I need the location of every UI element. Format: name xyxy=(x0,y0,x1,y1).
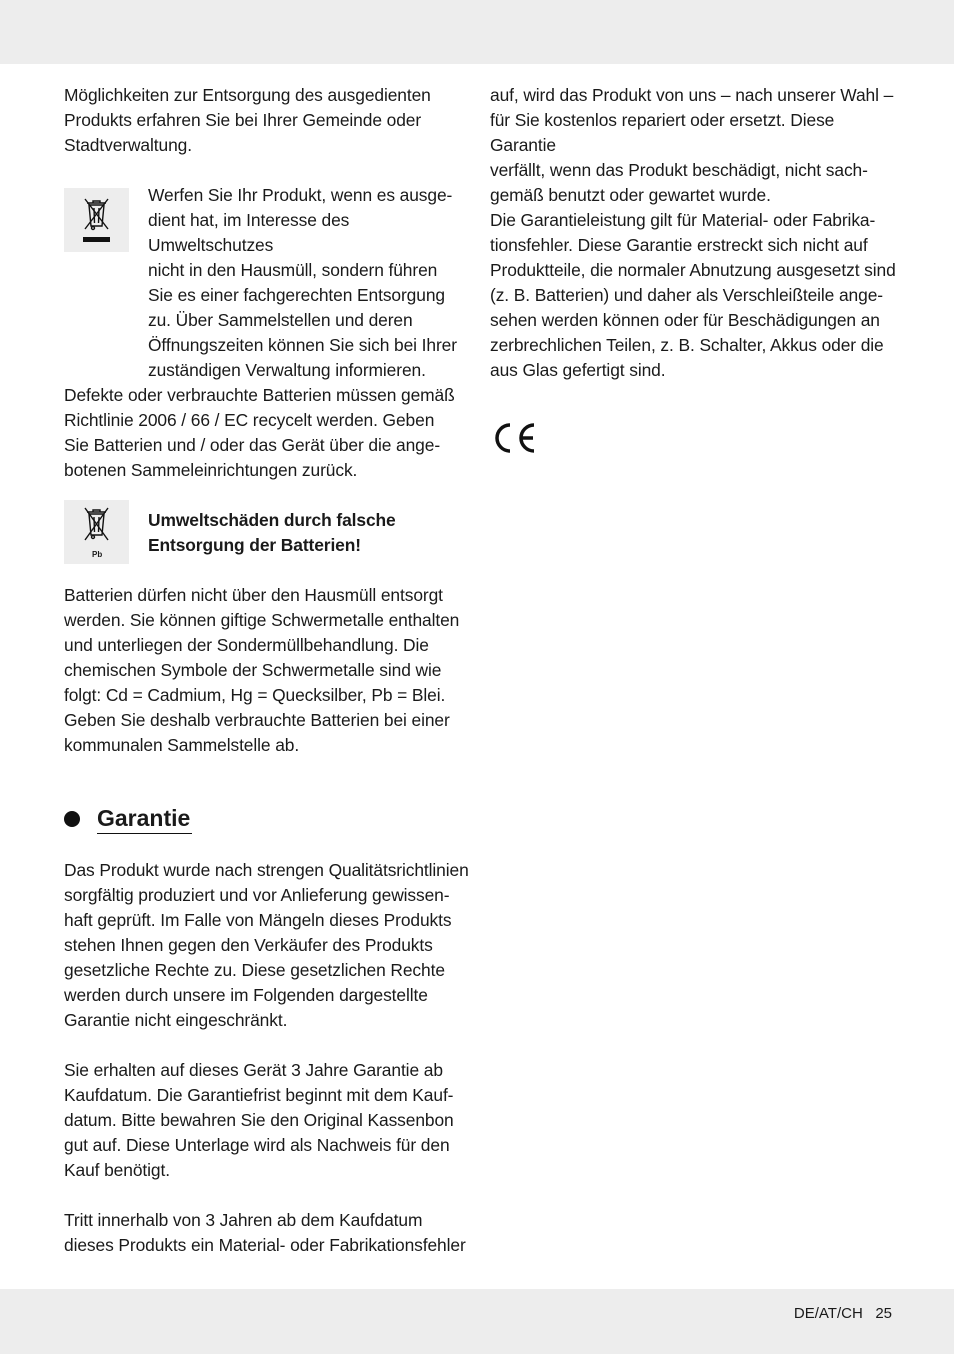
disposal-info-paragraph: Möglichkeiten zur Entsorgung des ausgedienten Produkts erfahren Sie bei Ihrer Gemeinde oder Stadtverwaltung. xyxy=(64,85,431,155)
page-number: 25 xyxy=(875,1305,892,1322)
heavy-metals-paragraph: Batterien dürfen nicht über den Hausmüll entsorgt werden. Sie können giftige Schwermetalle enthalten und unterliegen der Sondermüllbehandlung. Die chemischen Symbole der Schwermetalle sind wie folgt: Cd = Cadmium, Hg = Quecksilber, Pb = Blei. Geben Sie deshalb verbrauchte Batterien bei einer kommunalen Sammelstelle ab. xyxy=(64,585,460,755)
footer-region: DE/AT/CH xyxy=(793,1305,863,1322)
ce-mark-icon xyxy=(490,421,538,455)
warranty-paragraph-2: Sie erhalten auf dieses Gerät 3 Jahre Garantie ab Kaufdatum. Die Garantiefrist beginnt mit dem Kauf- datum. Bitte bewahren Sie den Original Kassenbon gut auf. Diese Unterlage wird als Nachweis für den Kauf benötigt. xyxy=(64,1060,454,1180)
section-heading xyxy=(64,803,204,835)
warranty-paragraph-1: Das Produkt wurde nach strengen Qualitätsrichtlinien sorgfältig produziert und vor Anlieferung gewissen- haft geprüft. Im Falle von Mängeln dieses Produkts stehen Ihnen gegen den Verkäufer des Produkts gesetzliche Rechte zu. Diese gesetzlichen Rechte werden durch unsere im Folgenden dargestellte Garantie nicht eingeschränkt. xyxy=(64,860,469,1030)
footer xyxy=(794,1305,892,1322)
battery-directive-paragraph: Defekte oder verbrauchte Batterien müssen gemäß Richtlinie 2006 / 66 / EC recycelt werden. Geben Sie Batterien und / oder das Gerät über die ange- botenen Sammeleinrichtungen zurück. xyxy=(64,385,455,480)
weee-disposal-text: Werfen Sie Ihr Produkt, wenn es ausge- dient hat, im Interesse des Umweltschutzes nicht in den Hausmüll, sondern führen Sie es einer fachgerechten Entsorgung zu. Über Sammelstellen und deren Öffnungszeiten können Sie sich bei Ihrer zuständigen Verwaltung informieren. xyxy=(148,185,457,380)
warranty-paragraph-3: Tritt innerhalb von 3 Jahren ab dem Kaufdatum dieses Produkts ein Material- oder Fabrikationsfehler xyxy=(64,1210,466,1255)
crossed-out-wheelie-bin-icon xyxy=(64,188,129,252)
battery-icon-box xyxy=(64,500,129,564)
header-bar xyxy=(0,0,954,64)
warranty-continuation-paragraph: auf, wird das Produkt von uns – nach unserer Wahl – für Sie kostenlos repariert oder ersetzt. Diese Garantie verfällt, wenn das Produkt beschädigt, nicht sach- gemäß benutzt oder gewartet wurde. xyxy=(490,85,894,205)
battery-warning: Umweltschäden durch falsche Entsorgung der Batterien! xyxy=(148,510,396,555)
bullet-icon xyxy=(64,811,80,827)
battery-icon-label: Pb xyxy=(92,550,103,559)
weee-icon-box xyxy=(64,188,129,252)
section-heading-text: Garantie xyxy=(97,803,192,834)
warranty-scope-paragraph: Die Garantieleistung gilt für Material- oder Fabrika- tionsfehler. Diese Garantie erstreckt sich nicht auf Produktteile, die normaler Abnutzung ausgesetzt sind (z. B. Batterien) und daher als Verschleißteile ange- sehen werden können oder für Beschädigungen an zerbrechlichen Teilen, z. B. Schalter, Akkus oder die aus Glas gefertigt sind. xyxy=(490,210,896,380)
